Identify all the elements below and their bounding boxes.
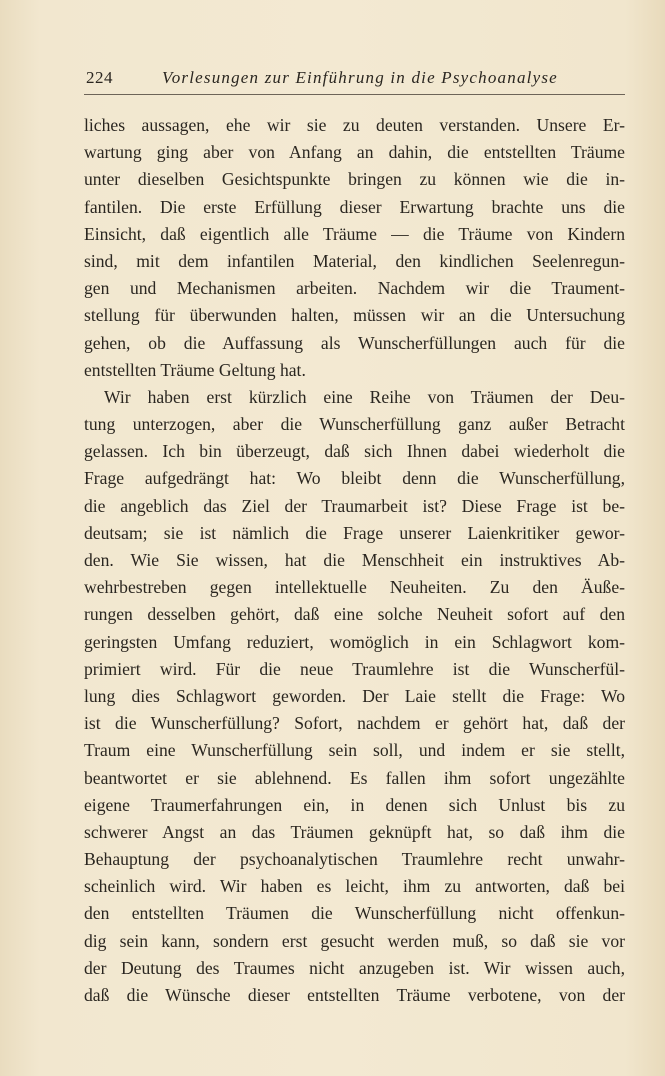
- text-line: lung dies Schlagwort geworden. Der Laie stellt die Frage: Wo: [84, 685, 625, 706]
- running-title: Vorlesungen zur Einführung in die Psychoanalyse: [162, 68, 558, 87]
- text-line: gehen, ob die Auffassung als Wunscherfüllungen auch für die: [84, 332, 625, 353]
- text-line: schwerer Angst an das Träumen geknüpft hat, so daß ihm die: [84, 821, 625, 842]
- text-line: wartung ging aber von Anfang an dahin, die entstellten Träume: [84, 142, 625, 163]
- text-line: Einsicht, daß eigentlich alle Träume — die Träume von Kindern: [84, 223, 625, 244]
- text-line: liches aussagen, ehe wir sie zu deuten verstanden. Unsere Er-: [84, 115, 625, 135]
- text-line: gelassen. Ich bin überzeugt, daß sich Ihnen dabei wiederholt die: [84, 441, 625, 462]
- text-line: den. Wie Sie wissen, hat die Menschheit ein instruktives Ab-: [84, 550, 625, 570]
- text-line: rungen desselben gehört, daß eine solche Neuheit sofort auf den: [84, 604, 625, 625]
- text-line: Frage aufgedrängt hat: Wo bleibt denn die Wunscherfüllung,: [84, 468, 625, 489]
- text-line: Behauptung der psychoanalytischen Traumlehre recht unwahr-: [84, 849, 625, 870]
- text-line: unter dieselben Gesichtspunkte bringen zu können wie die in-: [84, 169, 625, 190]
- text-line: eigene Traumerfahrungen ein, in denen sich Unlust bis zu: [84, 794, 625, 815]
- text-line: die angeblich das Ziel der Traumarbeit ist? Diese Frage ist be-: [84, 495, 625, 516]
- text-line: der Deutung des Traumes nicht anzugeben ist. Wir wissen auch,: [84, 957, 625, 978]
- text-line: gen und Mechanismen arbeiten. Nachdem wir die Traument-: [84, 278, 625, 299]
- text-line: geringsten Umfang reduziert, womöglich in ein Schlagwort kom-: [84, 631, 625, 652]
- paragraph-end-line: entstellten Träume Geltung hat.: [84, 359, 306, 380]
- text-line: daß die Wünsche dieser entstellten Träume verbotene, von der: [84, 985, 625, 1005]
- paragraph-start-line: Wir haben erst kürzlich eine Reihe von Träumen der Deu-: [104, 386, 625, 407]
- page-header: [84, 64, 625, 95]
- text-line: beantwortet er sie ablehnend. Es fallen ihm sofort ungezählte: [84, 767, 625, 788]
- text-line: dig sein kann, sondern erst gesucht werden muß, so daß sie vor: [84, 930, 625, 951]
- text-line: ist die Wunscherfüllung? Sofort, nachdem er gehört hat, daß der: [84, 713, 625, 734]
- text-line: scheinlich wird. Wir haben es leicht, ihm zu antworten, daß bei: [84, 876, 625, 897]
- text-line: Traum eine Wunscherfüllung sein soll, und indem er sie stellt,: [84, 740, 625, 761]
- text-line: fantilen. Die erste Erfüllung dieser Erwartung brachte uns die: [84, 196, 625, 217]
- text-line: stellung für überwunden halten, müssen wir an die Untersuchung: [84, 305, 625, 326]
- page-number: 224: [86, 68, 113, 87]
- text-line: den entstellten Träumen die Wunscherfüllung nicht offenkun-: [84, 903, 625, 924]
- text-line: sind, mit dem infantilen Material, den kindlichen Seelenregun-: [84, 250, 625, 271]
- text-line: deutsam; sie ist nämlich die Frage unserer Laienkritiker gewor-: [84, 522, 625, 543]
- text-line: primiert wird. Für die neue Traumlehre ist die Wunscherfül-: [84, 658, 625, 679]
- text-line: tung unterzogen, aber die Wunscherfüllung ganz außer Betracht: [84, 414, 625, 435]
- body-text: [84, 112, 625, 1009]
- text-line: wehrbestreben gegen intellektuelle Neuheiten. Zu den Äuße-: [84, 577, 625, 598]
